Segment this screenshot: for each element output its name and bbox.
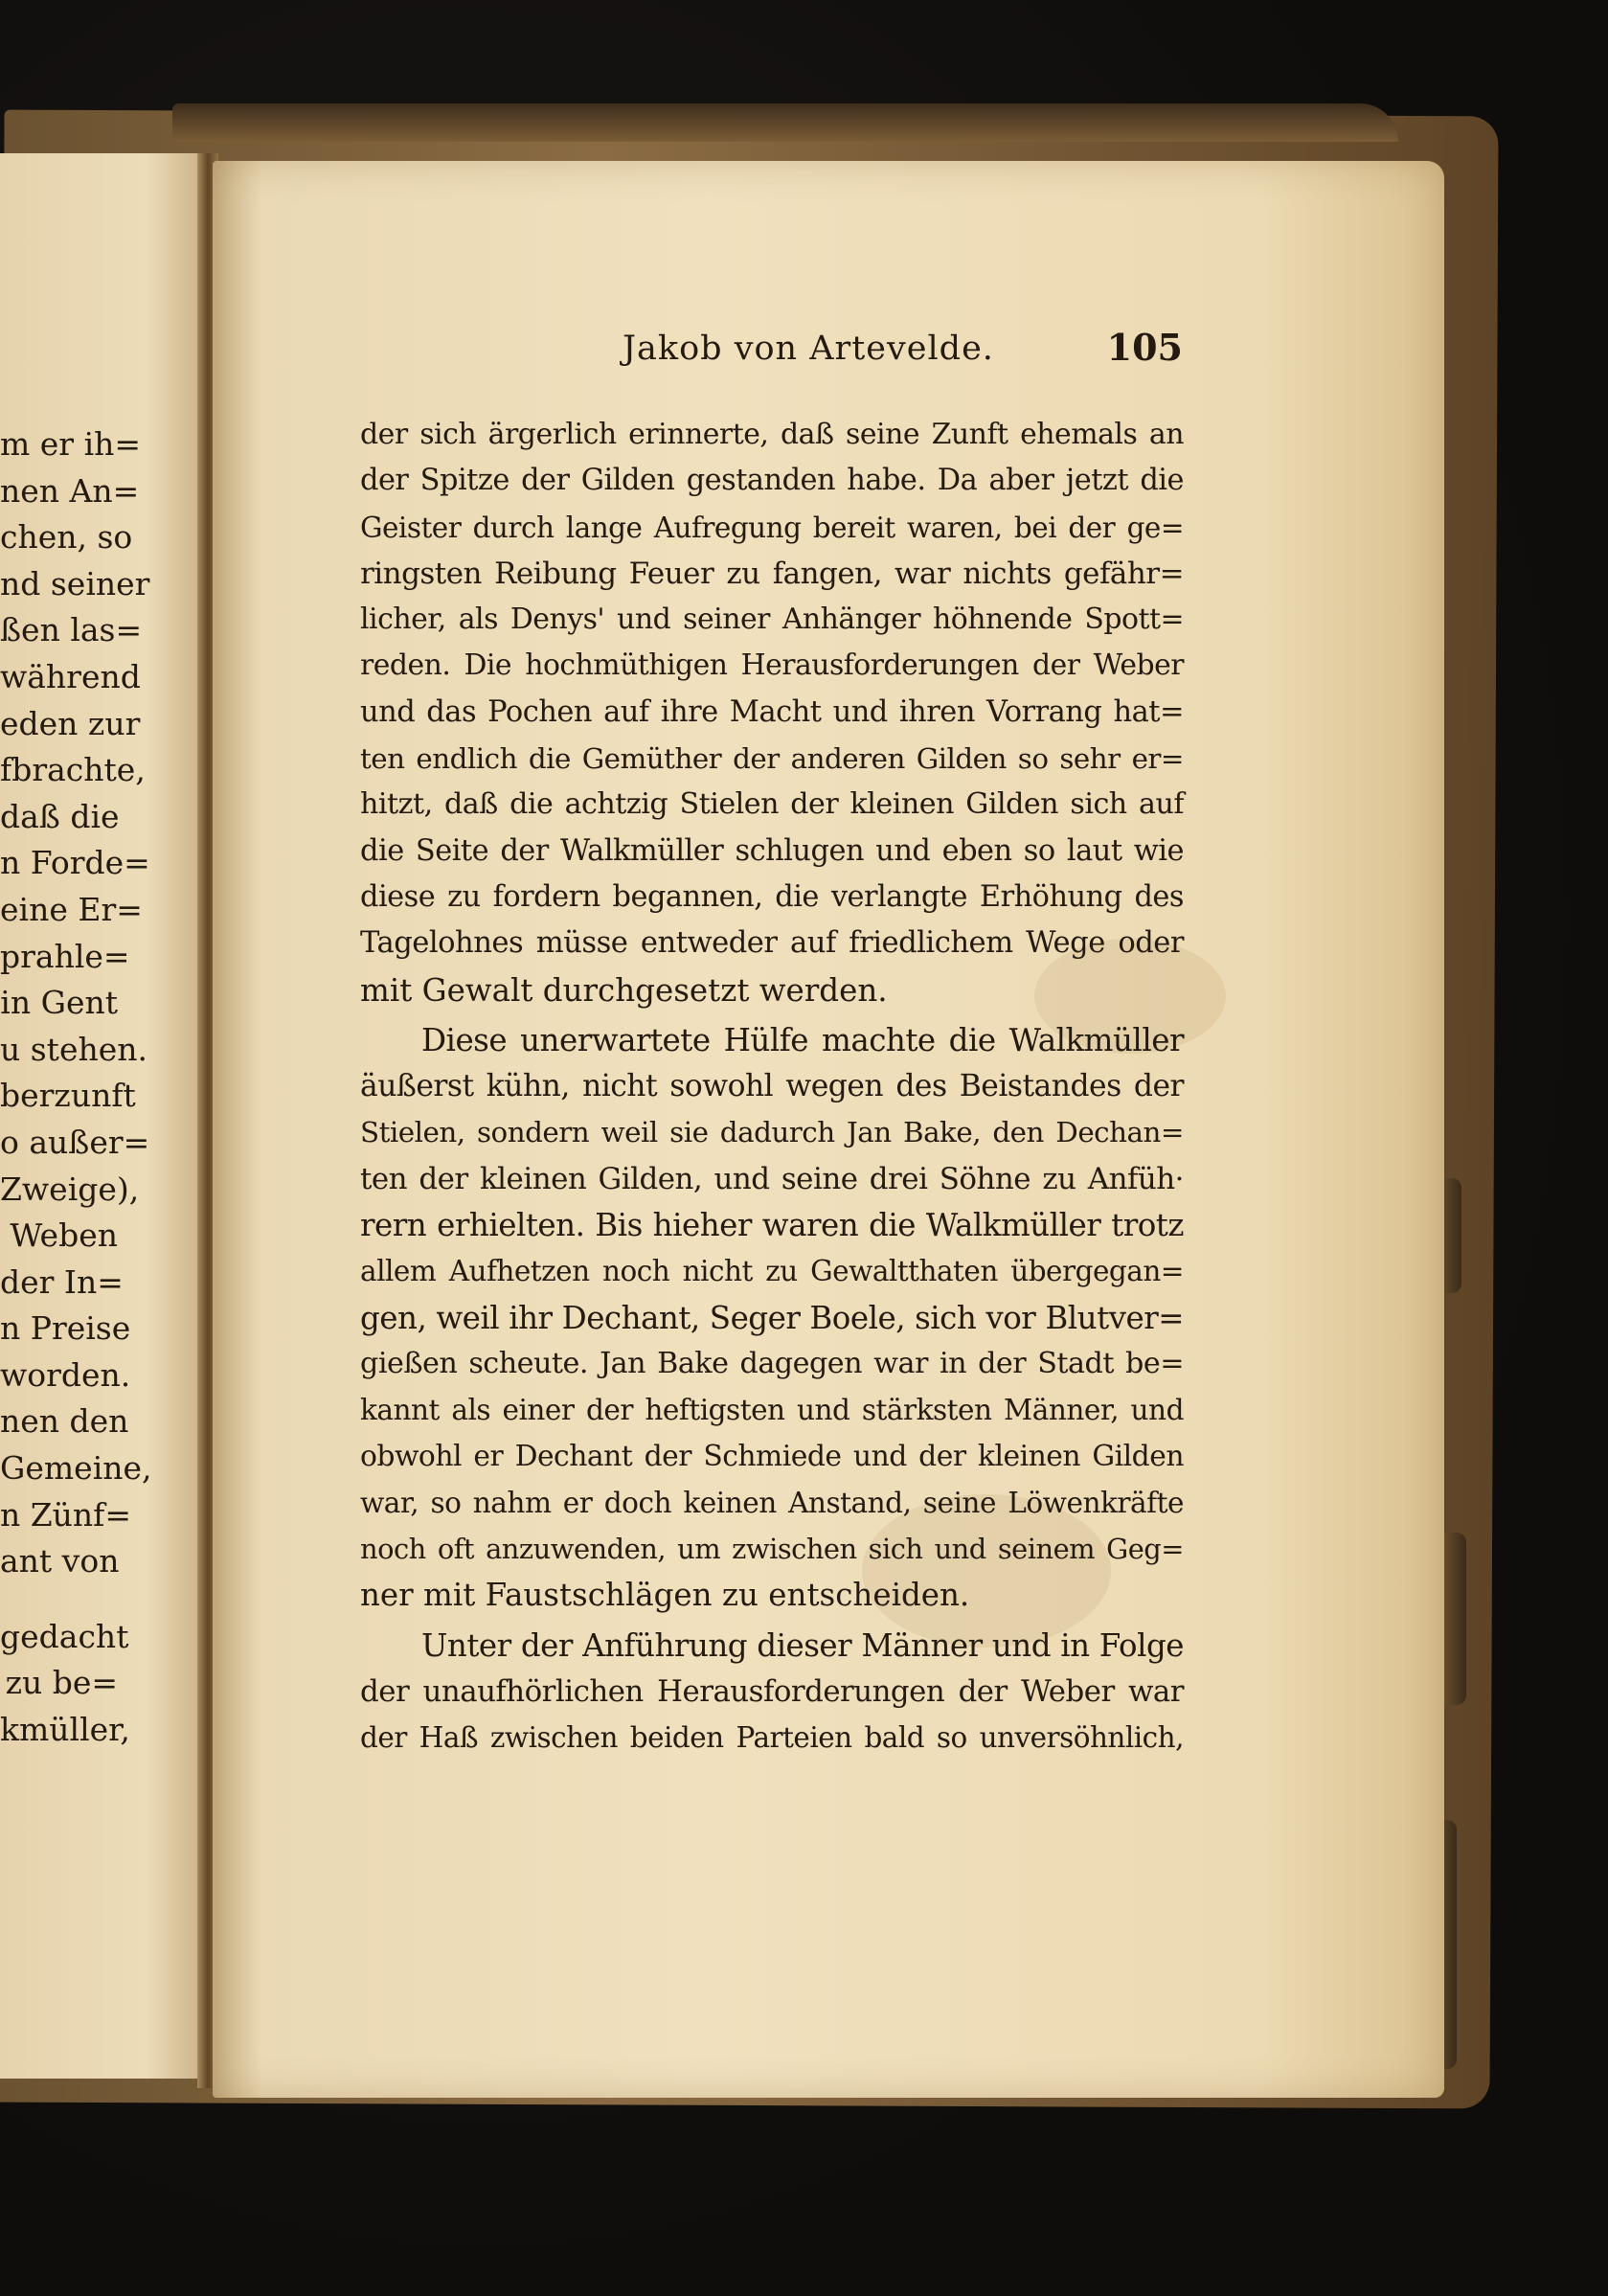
text-line: ner mit Faustschlägen zu entscheiden. — [360, 1577, 970, 1614]
left-line: nd seiner — [0, 564, 150, 602]
text-line: noch oft anzuwenden, um zwischen sich und seinem Geg= — [360, 1533, 1184, 1566]
text-line: der Haß zwischen beiden Parteien bald so unversöhnlich, — [360, 1721, 1184, 1755]
left-line: n Zünf= — [0, 1495, 132, 1534]
text-line: der Spitze der Gilden gestanden habe. Da aber jetzt die — [360, 464, 1184, 498]
left-line: kmüller, — [0, 1711, 130, 1749]
left-line: Weben — [10, 1216, 118, 1255]
text-line: Unter der Anführung dieser Männer und in Folge — [421, 1626, 1184, 1664]
text-line: licher, als Denys' und seiner Anhänger höhnende Spott= — [360, 602, 1184, 637]
text-line: ringsten Reibung Feuer zu fangen, war nichts gefähr= — [360, 556, 1184, 591]
left-line: ßen las= — [0, 611, 143, 649]
page-edge-tab — [1441, 1533, 1466, 1705]
text-line: ten der kleinen Gilden, und seine drei Söhne zu Anfüh· — [360, 1161, 1184, 1196]
left-line: worden. — [0, 1355, 131, 1394]
text-line: allem Aufhetzen noch nicht zu Gewaltthaten übergegan= — [360, 1255, 1184, 1288]
page-header — [623, 326, 1183, 377]
page-number: 105 — [1106, 326, 1183, 369]
left-line: o außer= — [0, 1123, 150, 1161]
left-line: ant von — [0, 1542, 120, 1580]
left-line: Zweige), — [0, 1170, 140, 1208]
text-line: ten endlich die Gemüther der anderen Gilden so sehr er= — [360, 742, 1184, 776]
running-title: Jakob von Artevelde. — [623, 330, 994, 368]
left-line: n Preise — [0, 1309, 131, 1348]
body-text — [360, 412, 1184, 1762]
left-line: Gemeine, — [0, 1449, 152, 1488]
left-line: nen An= — [0, 471, 140, 510]
left-line: daß die — [0, 797, 120, 835]
text-line: kannt als einer der heftigsten und stärksten Männer, und — [360, 1394, 1184, 1427]
book-cover-edge — [172, 103, 1398, 142]
left-line: m er ih= — [0, 425, 142, 463]
text-line: hitzt, daß die achtzig Stielen der kleinen Gilden sich auf — [360, 787, 1184, 822]
text-line: war, so nahm er doch keinen Anstand, seine Löwenkräfte — [360, 1486, 1184, 1519]
text-line: obwohl er Dechant der Schmiede und der kleinen Gilden — [360, 1439, 1184, 1473]
left-line: in Gent — [0, 984, 118, 1022]
left-line: eden zur — [0, 704, 141, 742]
left-line: u stehen. — [0, 1030, 147, 1068]
left-line: während — [0, 657, 141, 695]
left-line: nen den — [0, 1402, 129, 1441]
left-line: chen, so — [0, 518, 133, 557]
text-line: reden. Die hochmüthigen Herausforderungen der Weber — [360, 648, 1184, 683]
left-page-text — [0, 421, 209, 1754]
text-line: mit Gewalt durchgesetzt werden. — [360, 971, 888, 1009]
text-line: Geister durch lange Aufregung bereit waren, bei der ge= — [360, 511, 1184, 544]
text-line: rern erhielten. Bis hieher waren die Walkmüller trotz — [360, 1207, 1184, 1244]
left-line: der In= — [0, 1262, 124, 1301]
text-line: Tagelohnes müsse entweder auf friedlichem Wege oder — [360, 926, 1184, 961]
left-line: zu be= — [5, 1664, 118, 1702]
text-line: gen, weil ihr Dechant, Seger Boele, sich vor Blutver= — [360, 1299, 1184, 1336]
left-line: fbrachte, — [0, 751, 146, 789]
left-line: gedacht — [0, 1617, 129, 1655]
text-line: Stielen, sondern weil sie dadurch Jan Bake, den Dechan= — [360, 1116, 1184, 1149]
left-line: berzunft — [0, 1077, 136, 1115]
text-line: der unaufhörlichen Herausforderungen der Weber war — [360, 1674, 1184, 1710]
text-line: Diese unerwartete Hülfe machte die Walkmüller — [421, 1021, 1184, 1058]
text-line: die Seite der Walkmüller schlugen und eben so laut wie — [360, 833, 1184, 868]
text-line: äußerst kühn, nicht sowohl wegen des Beistandes der — [360, 1069, 1184, 1104]
left-line: n Forde= — [0, 844, 150, 882]
text-line: der sich ärgerlich erinnerte, daß seine Zunft ehemals an — [360, 418, 1184, 451]
text-line: diese zu fordern begannen, die verlangte Erhöhung des — [360, 879, 1184, 914]
text-line: und das Pochen auf ihre Macht und ihren Vorrang hat= — [360, 694, 1184, 729]
left-line: eine Er= — [0, 890, 143, 928]
text-line: gießen scheute. Jan Bake dagegen war in der Stadt be= — [360, 1346, 1184, 1380]
left-line: prahle= — [0, 937, 130, 975]
